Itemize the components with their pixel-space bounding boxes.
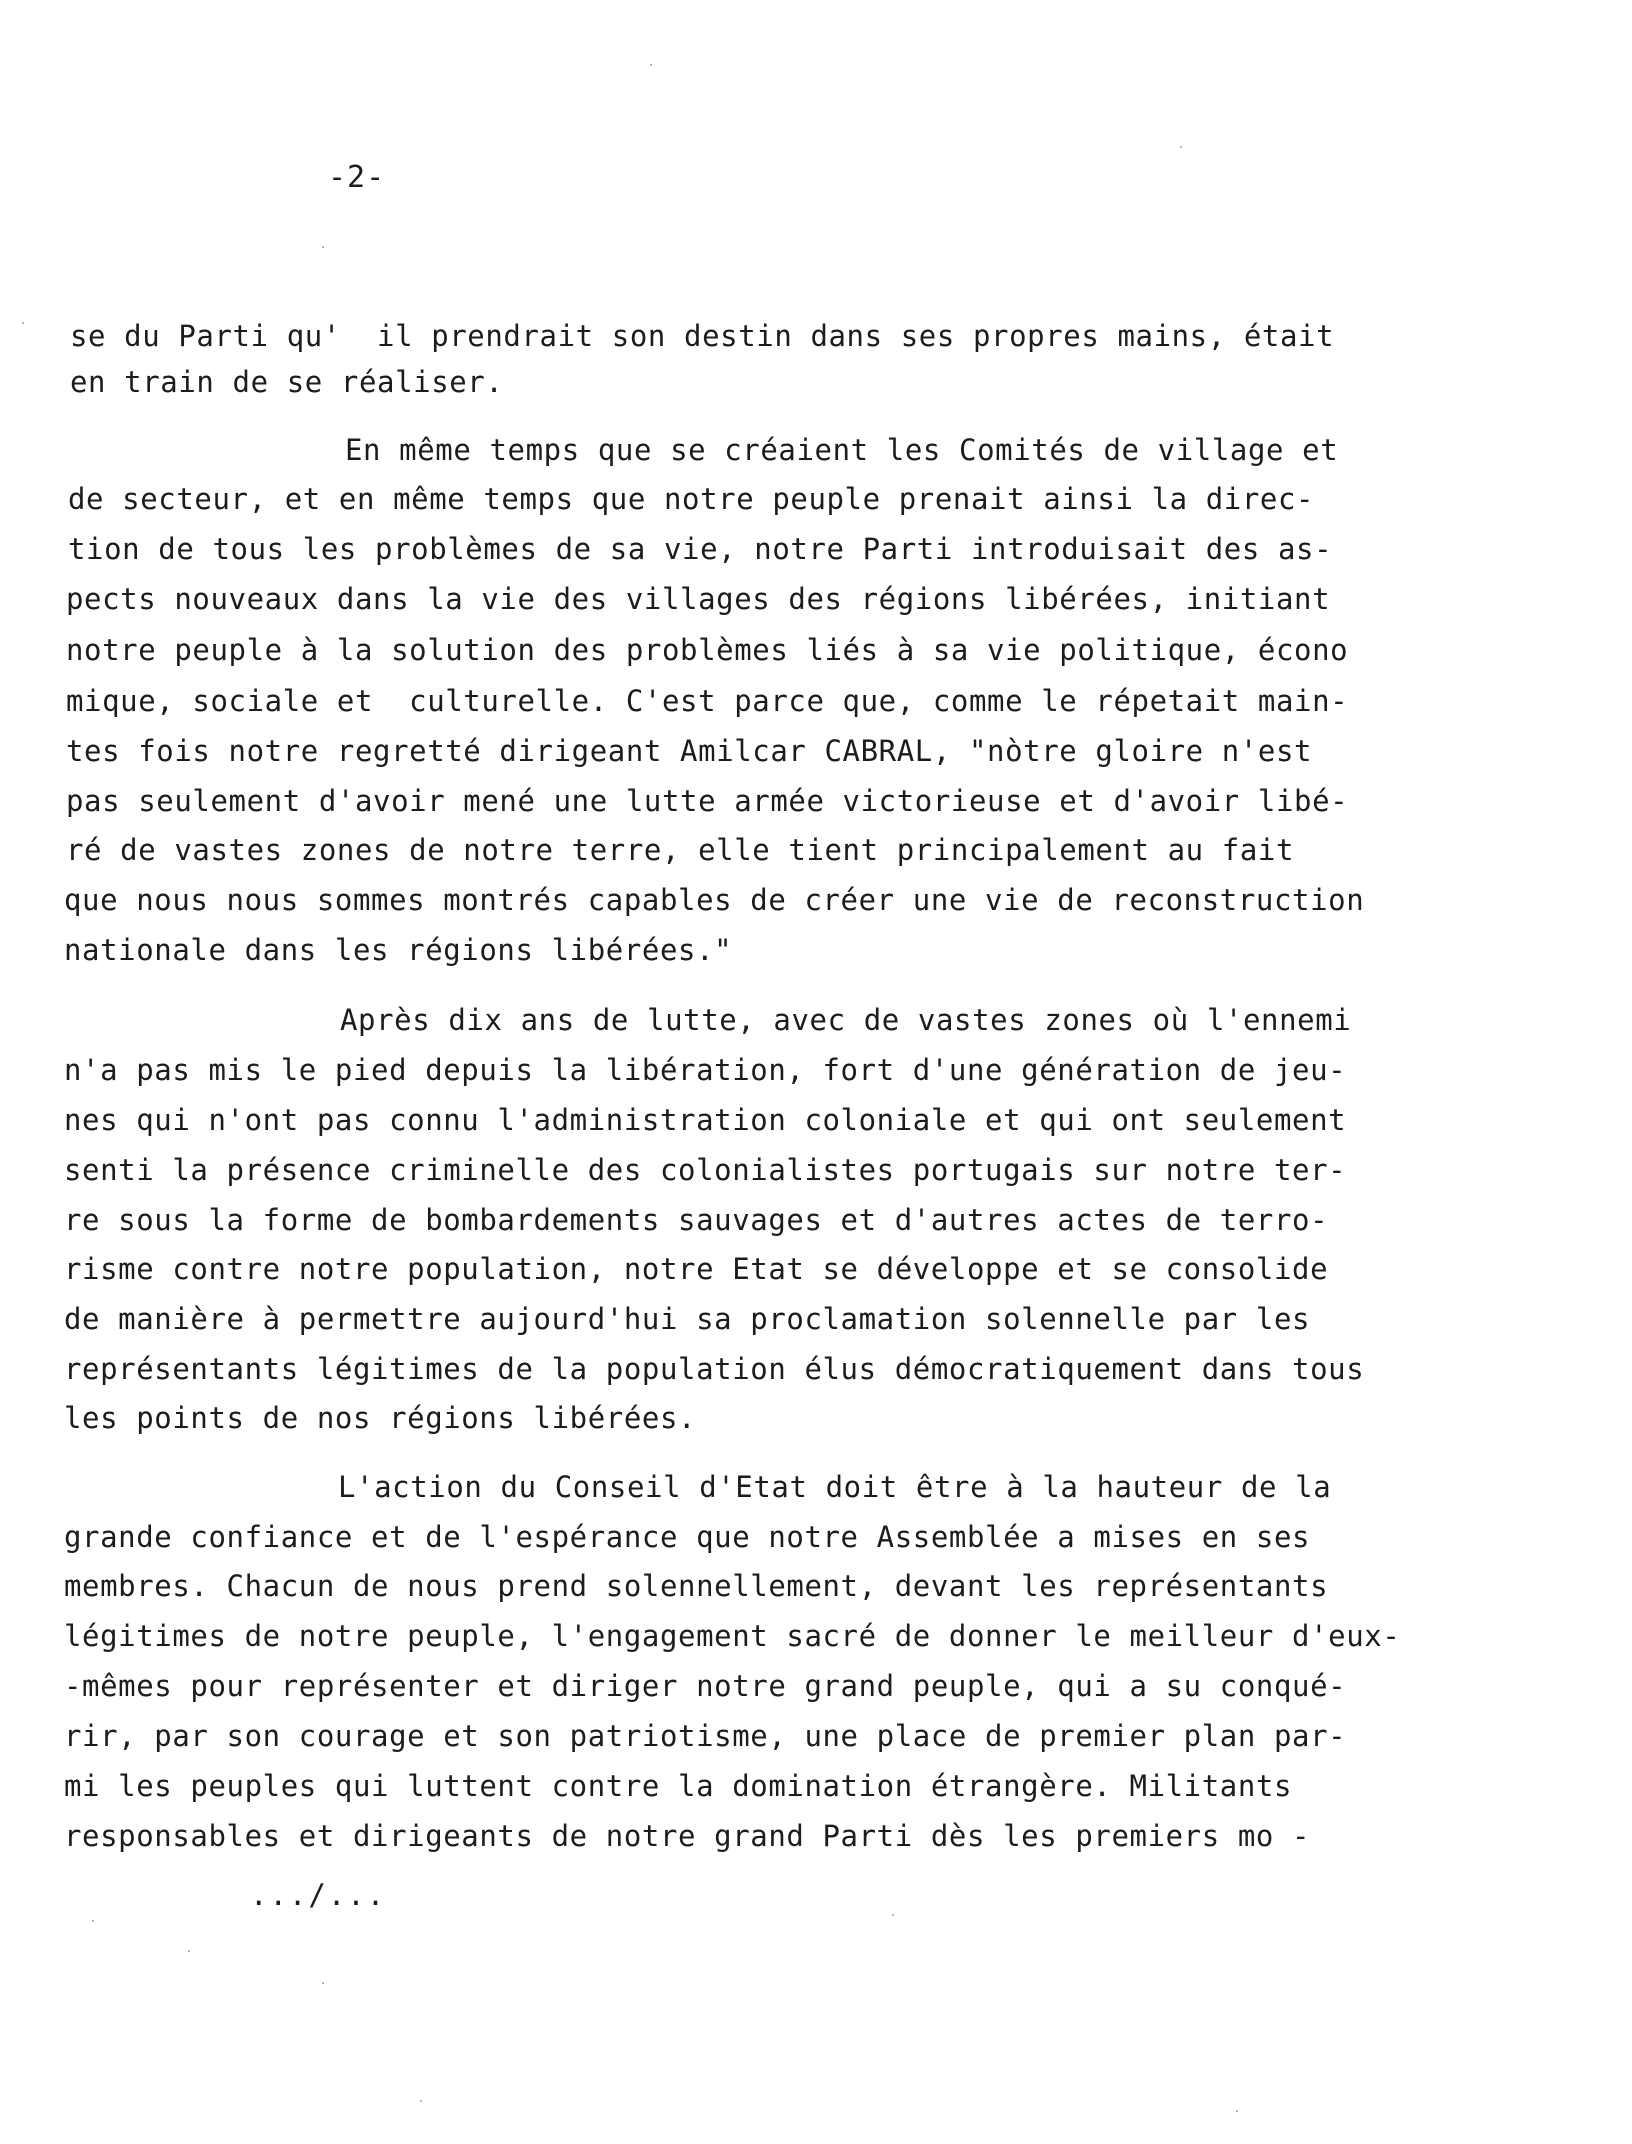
- scan-speck: [188, 1950, 190, 1952]
- scan-speck: [322, 1982, 324, 1984]
- text-line: grande confiance et de l'espérance que notre Assemblée a mises en ses: [64, 1520, 1311, 1554]
- text-line: re sous la forme de bombardements sauvages et d'autres actes de terro-: [64, 1203, 1329, 1237]
- scan-speck: [322, 246, 324, 248]
- scan-speck: [1236, 2110, 1238, 2112]
- text-line: notre peuple à la solution des problèmes liés à sa vie politique, écono: [66, 633, 1349, 667]
- scan-speck: [1180, 146, 1182, 148]
- page-number: -2-: [328, 160, 386, 195]
- text-line: se du Parti qu' il prendrait son destin dans ses propres mains, était: [70, 319, 1335, 353]
- scan-speck: [22, 322, 24, 324]
- paragraph-start-line: Après dix ans de lutte, avec de vastes zones où l'ennemi: [340, 1003, 1352, 1037]
- text-line: de manière à permettre aujourd'hui sa proclamation solennelle par les: [64, 1302, 1311, 1336]
- scan-speck: [892, 1914, 894, 1916]
- text-line: risme contre notre population, notre Etat se développe et se consolide: [64, 1252, 1329, 1286]
- text-line: nationale dans les régions libérées.": [64, 933, 733, 967]
- continuation-mark: .../...: [250, 1878, 387, 1912]
- text-line: mique, sociale et culturelle. C'est parce que, comme le répetait main-: [66, 684, 1349, 718]
- text-line: de secteur, et en même temps que notre peuple prenait ainsi la direc-: [68, 482, 1315, 516]
- text-line: tion de tous les problèmes de sa vie, notre Parti introduisait des as-: [68, 532, 1333, 566]
- scan-speck: [650, 64, 652, 66]
- scan-speck: [420, 2100, 422, 2102]
- paragraph-start-line: En même temps que se créaient les Comités de village et: [345, 433, 1339, 467]
- text-line: représentants légitimes de la population élus démocratiquement dans tous: [64, 1352, 1365, 1386]
- text-line: en train de se réaliser.: [70, 365, 504, 399]
- text-line: responsables et dirigeants de notre grand Parti dès les premiers mo -: [64, 1819, 1311, 1853]
- text-line: senti la présence criminelle des colonialistes portugais sur notre ter-: [64, 1153, 1347, 1187]
- text-line: -mêmes pour représenter et diriger notre grand peuple, qui a su conqué-: [64, 1669, 1347, 1703]
- text-line: les points de nos régions libérées.: [64, 1401, 697, 1435]
- text-line: pas seulement d'avoir mené une lutte armée victorieuse et d'avoir libé-: [66, 784, 1349, 818]
- paragraph-start-line: L'action du Conseil d'Etat doit être à la hauteur de la: [338, 1470, 1332, 1504]
- text-line: n'a pas mis le pied depuis la libération, fort d'une génération de jeu-: [64, 1053, 1347, 1087]
- text-line: tes fois notre regretté dirigeant Amilcar CABRAL, "nòtre gloire n'est: [66, 734, 1313, 768]
- text-line: que nous nous sommes montrés capables de créer une vie de reconstruction: [64, 883, 1365, 917]
- text-line: mi les peuples qui luttent contre la domination étrangère. Militants: [64, 1769, 1293, 1803]
- text-line: pects nouveaux dans la vie des villages des régions libérées, initiant: [66, 582, 1331, 616]
- scan-speck: [92, 1920, 94, 1922]
- text-line: membres. Chacun de nous prend solennellement, devant les représentants: [64, 1569, 1329, 1603]
- text-line: ré de vastes zones de notre terre, elle tient principalement au fait: [66, 833, 1295, 867]
- text-line: nes qui n'ont pas connu l'administration coloniale et qui ont seulement: [64, 1103, 1347, 1137]
- text-line: légitimes de notre peuple, l'engagement sacré de donner le meilleur d'eux-: [64, 1619, 1401, 1653]
- text-line: rir, par son courage et son patriotisme, une place de premier plan par-: [64, 1719, 1347, 1753]
